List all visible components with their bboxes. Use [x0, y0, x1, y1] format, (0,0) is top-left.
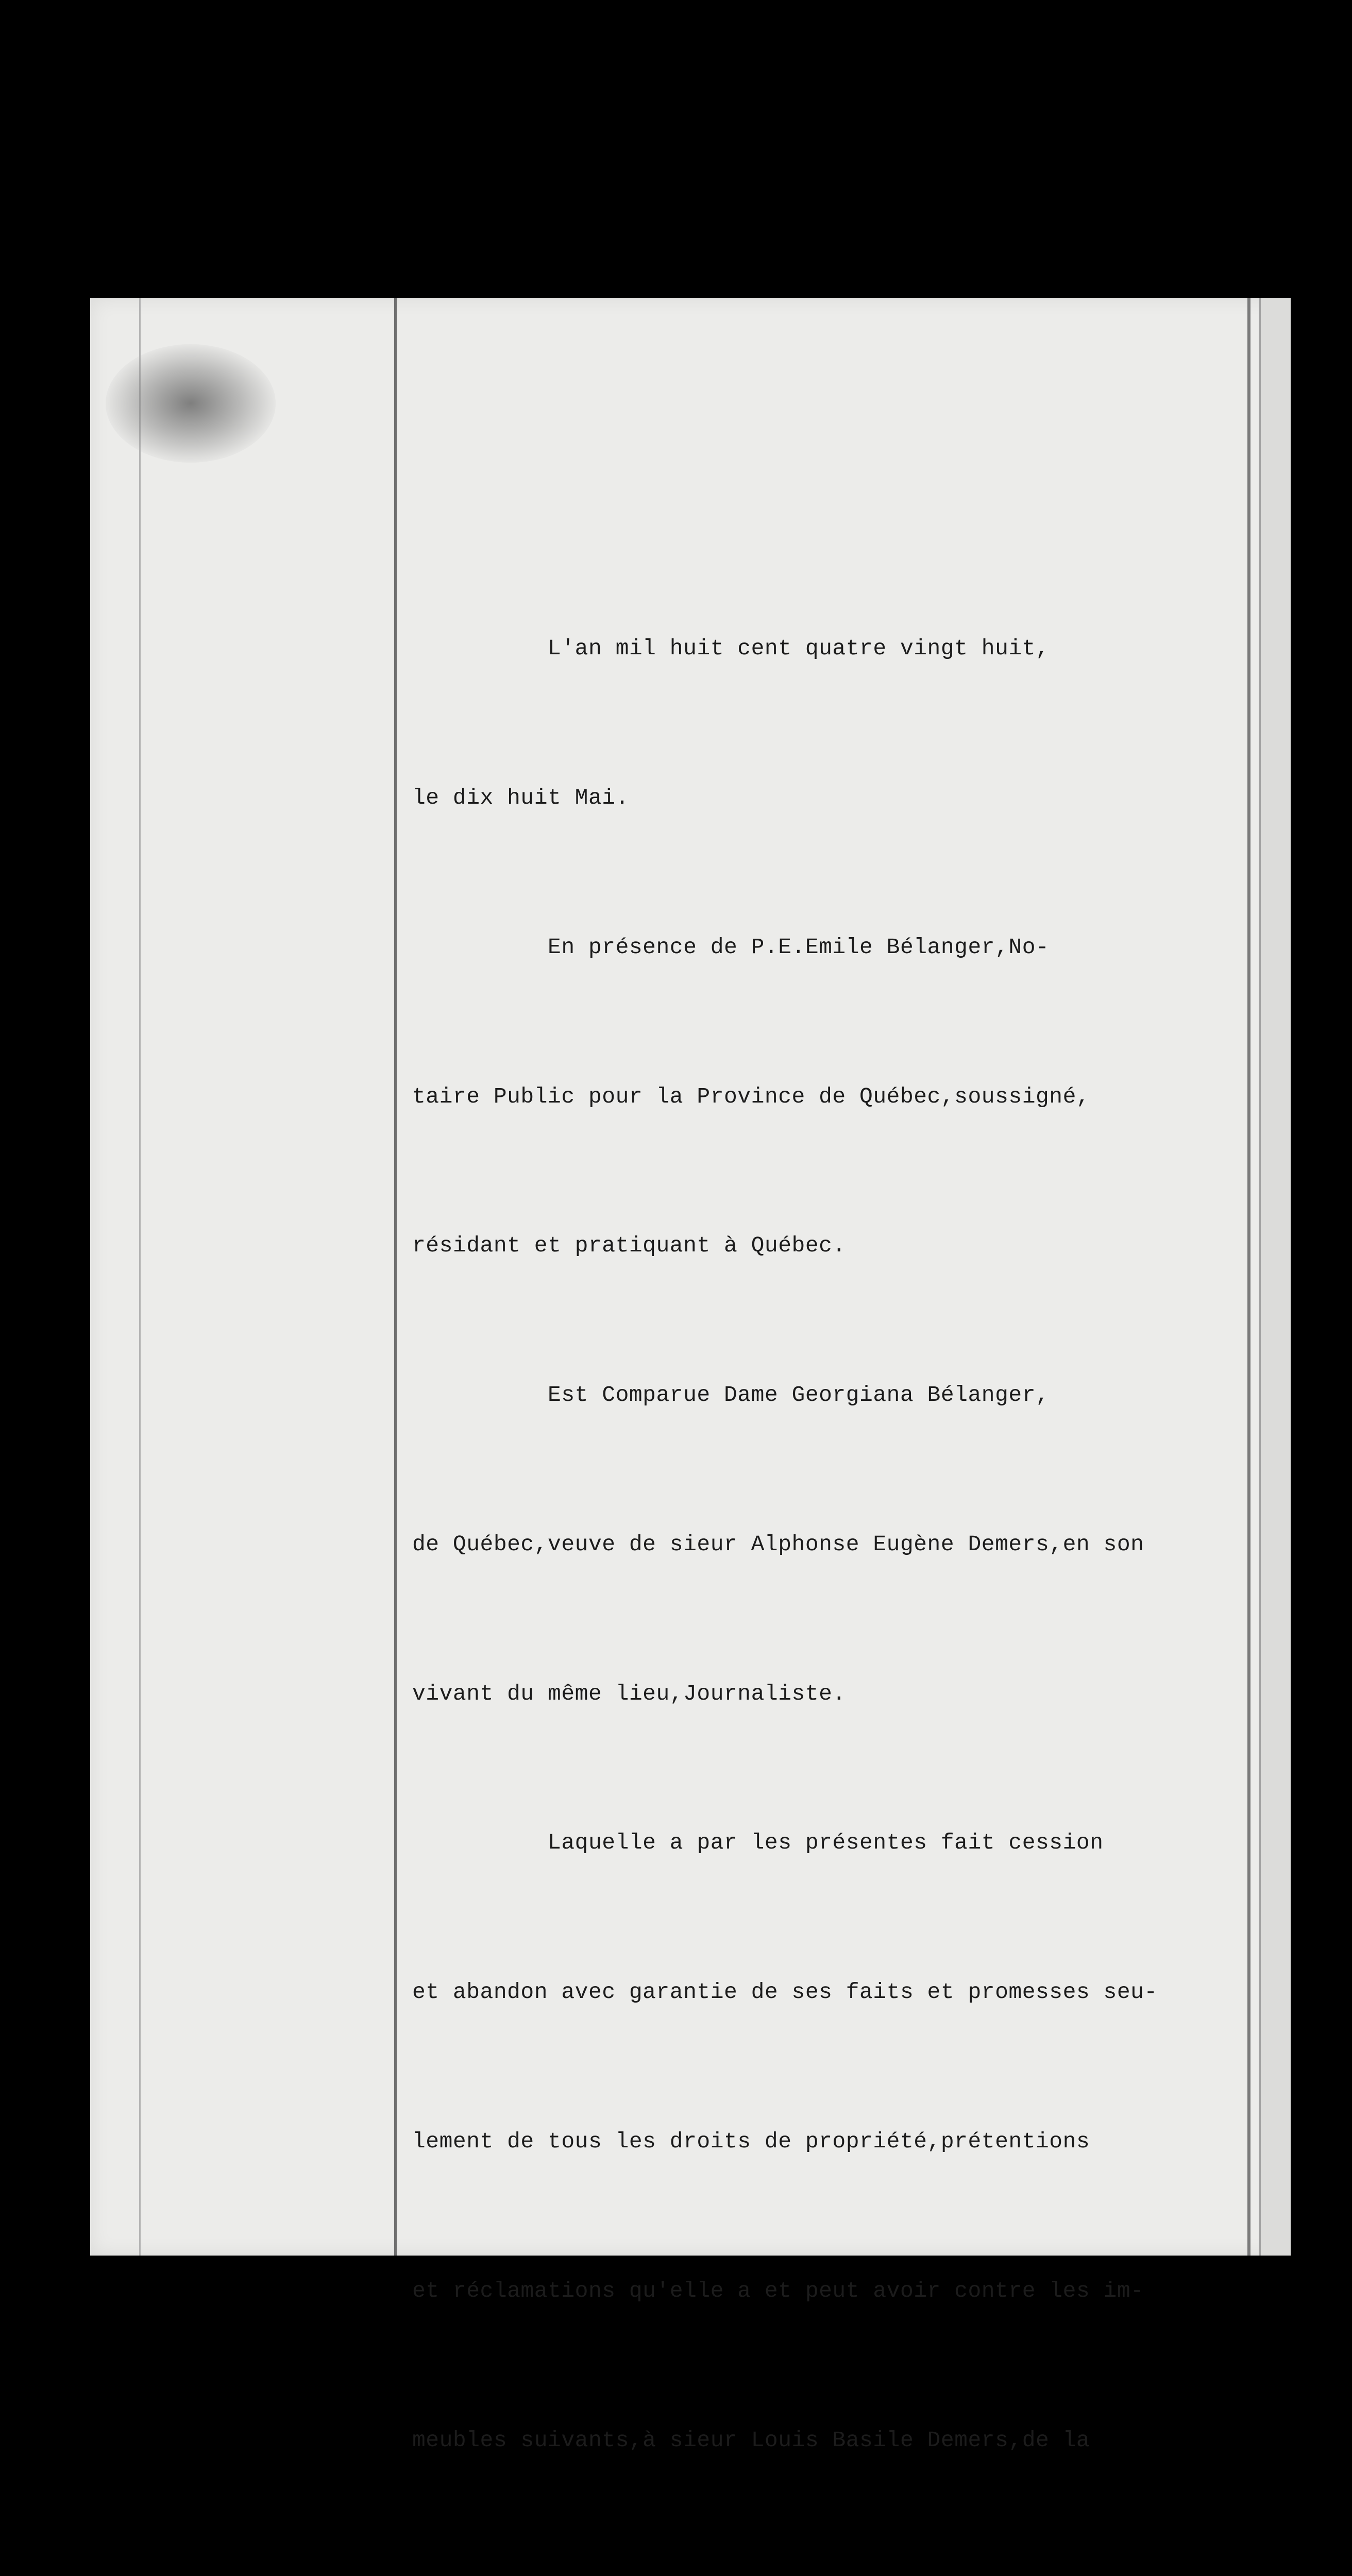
text-line: et abandon avec garantie de ses faits et promesses seu- [412, 1979, 1158, 2005]
text-line: le dix huit Mai. [412, 785, 629, 810]
text-line: de Québec,veuve de sieur Alphonse Eugène Demers,en son [412, 1531, 1144, 1557]
margin-rule-inner [394, 298, 397, 2256]
text-line: résidant et pratiquant à Québec. [412, 1233, 846, 1259]
text-line: Laquelle a par les présentes fait cession [412, 1830, 1104, 1856]
text-line: lement de tous les droits de propriété,prétentions [412, 2129, 1090, 2154]
text-line [412, 2565, 1334, 2576]
text-line: L'an mil huit cent quatre vingt huit, [412, 636, 1050, 662]
text-line: meubles suivants,à sieur Louis Basile Demers,de la [412, 2427, 1090, 2453]
text-line: Est Comparue Dame Georgiana Bélanger, [412, 1382, 1050, 1408]
typed-text-block [412, 524, 1334, 2576]
text-line: En présence de P.E.Emile Bélanger,No- [412, 934, 1050, 960]
document-page [90, 298, 1291, 2453]
text-line: et réclamations qu'elle a et peut avoir contre les im- [412, 2278, 1144, 2303]
text-line: vivant du même lieu,Journaliste. [412, 1681, 846, 1706]
margin-rule-outer [139, 298, 141, 2256]
text-line: taire Public pour la Province de Québec,soussigné, [412, 1083, 1090, 1109]
ink-stain [106, 344, 276, 463]
